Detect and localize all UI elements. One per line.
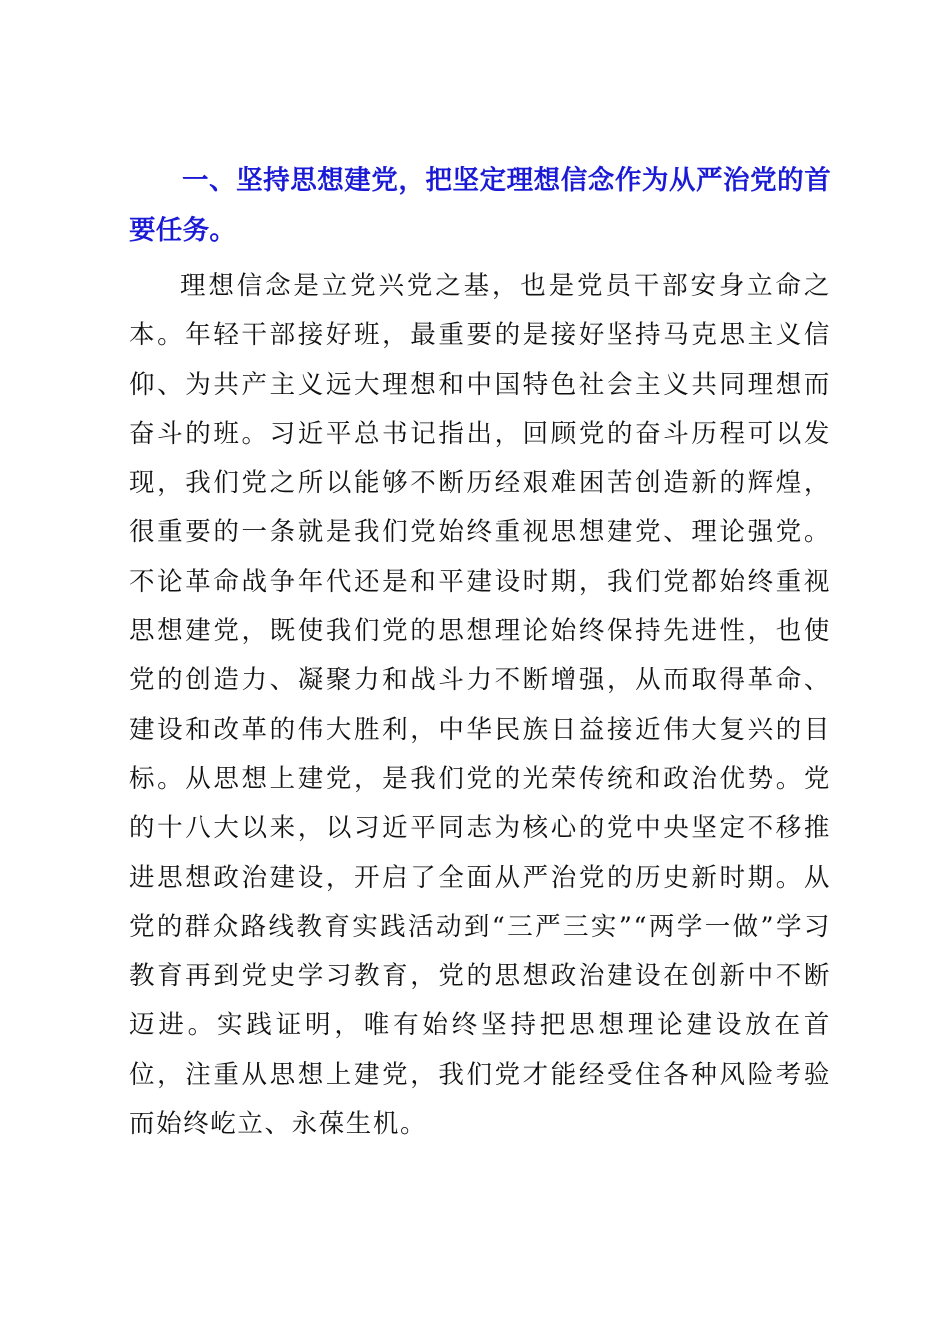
section-heading: 一、坚持思想建党，把坚定理想信念作为从严治党的首要任务。	[129, 165, 831, 246]
document-content	[129, 156, 831, 1149]
body-paragraph: 理想信念是立党兴党之基，也是党员干部安身立命之本。年轻干部接好班，最重要的是接好坚持马克思主义信仰、为共产主义远大理想和中国特色社会主义共同理想而奋斗的班。习近平总书记指出，回顾党的奋斗历程可以发现，我们党之所以能够不断历经艰难困苦创造新的辉煌，很重要的一条就是我们党始终重视思想建党、理论强党。不论革命战争年代还是和平建设时期，我们党都始终重视思想建党，既使我们党的思想理论始终保持先进性，也使党的创造力、凝聚力和战斗力不断增强，从而取得革命、建设和改革的伟大胜利，中华民族日益接近伟大复兴的目标。从思想上建党，是我们党的光荣传统和政治优势。党的十八大以来，以习近平同志为核心的党中央坚定不移推进思想政治建设，开启了全面从严治党的历史新时期。从党的群众路线教育实践活动到“三严三实”“两学一做”学习教育再到党史学习教育，党的思想政治建设在创新中不断迈进。实践证明，唯有始终坚持把思想理论建设放在首位，注重从思想上建党，我们党才能经受住各种风险考验而始终屹立、永葆生机。	[129, 271, 831, 1140]
